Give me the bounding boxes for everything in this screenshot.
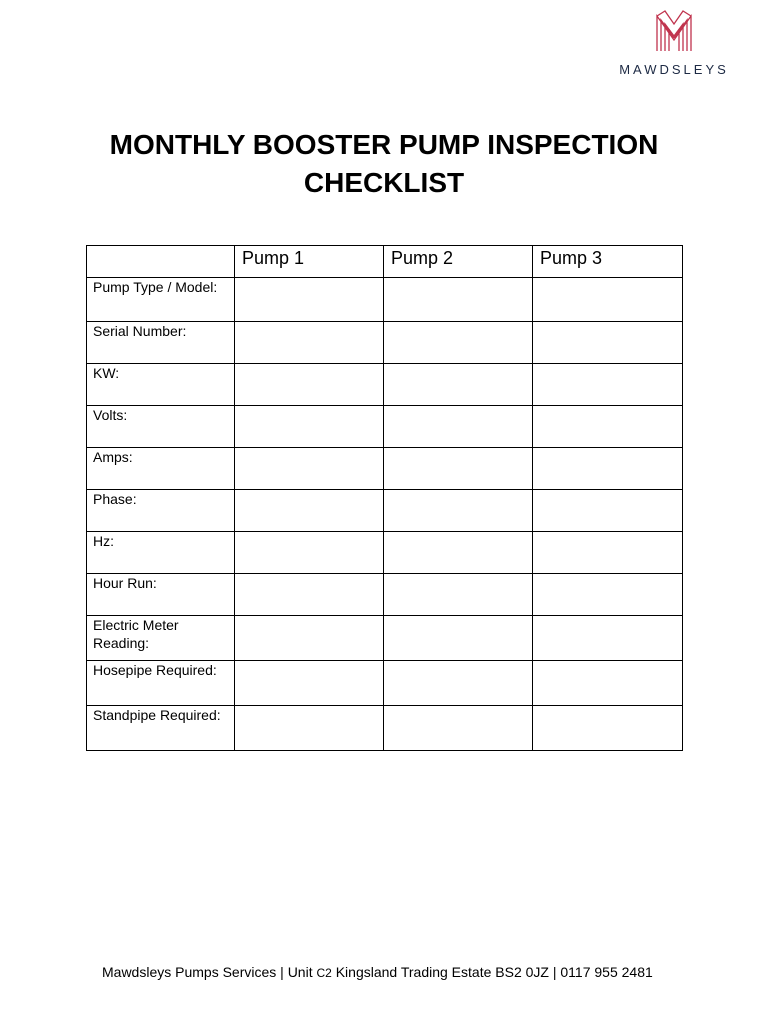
footer-unit: C2 [316,966,332,980]
brand-name: MAWDSLEYS [619,62,729,77]
mawdsleys-m-logo-icon [655,10,693,52]
table-header-row [87,246,683,278]
footer-contact [102,964,653,980]
table-row [87,406,683,448]
cell-pump-2[interactable] [384,364,533,406]
table-row [87,322,683,364]
cell-pump-2[interactable] [384,448,533,490]
page-title: MONTHLY BOOSTER PUMP INSPECTION CHECKLIST [109,129,659,198]
table-row [87,278,683,322]
cell-pump-3[interactable] [533,574,683,616]
row-label-volts: Volts: [87,406,235,448]
cell-pump-3[interactable] [533,490,683,532]
header-pump-3: Pump 3 [533,246,683,278]
cell-pump-2[interactable] [384,490,533,532]
table-row [87,448,683,490]
table-row [87,532,683,574]
table-row [87,616,683,661]
row-label-serial-number: Serial Number: [87,322,235,364]
footer-company: Mawdsleys Pumps Services | Unit [102,964,317,980]
footer-phone: 0117 955 2481 [560,964,653,980]
cell-pump-3[interactable] [533,278,683,322]
table-row [87,661,683,706]
cell-pump-1[interactable] [235,616,384,661]
cell-pump-1[interactable] [235,706,384,751]
table-row [87,364,683,406]
cell-pump-3[interactable] [533,448,683,490]
cell-pump-1[interactable] [235,278,384,322]
company-logo [604,10,744,77]
table-row [87,574,683,616]
cell-pump-2[interactable] [384,532,533,574]
cell-pump-1[interactable] [235,490,384,532]
cell-pump-2[interactable] [384,706,533,751]
cell-pump-1[interactable] [235,574,384,616]
cell-pump-3[interactable] [533,616,683,661]
row-label-pump-type: Pump Type / Model: [87,278,235,322]
table-row [87,706,683,751]
row-label-hz: Hz: [87,532,235,574]
cell-pump-3[interactable] [533,706,683,751]
header-pump-1: Pump 1 [235,246,384,278]
row-label-hour-run: Hour Run: [87,574,235,616]
header-empty [87,246,235,278]
cell-pump-3[interactable] [533,661,683,706]
cell-pump-1[interactable] [235,322,384,364]
cell-pump-1[interactable] [235,406,384,448]
cell-pump-2[interactable] [384,406,533,448]
footer-address: Kingsland Trading Estate BS2 0JZ | [331,964,561,980]
table-row [87,490,683,532]
cell-pump-1[interactable] [235,448,384,490]
row-label-amps: Amps: [87,448,235,490]
cell-pump-2[interactable] [384,322,533,364]
cell-pump-2[interactable] [384,574,533,616]
header-pump-2: Pump 2 [384,246,533,278]
cell-pump-3[interactable] [533,532,683,574]
cell-pump-3[interactable] [533,406,683,448]
row-label-standpipe-required: Standpipe Required: [87,706,235,751]
cell-pump-3[interactable] [533,322,683,364]
cell-pump-1[interactable] [235,364,384,406]
row-label-phase: Phase: [87,490,235,532]
row-label-electric-meter-reading: Electric Meter Reading: [87,616,235,661]
inspection-table [86,245,683,751]
cell-pump-1[interactable] [235,532,384,574]
cell-pump-2[interactable] [384,661,533,706]
row-label-kw: KW: [87,364,235,406]
row-label-hosepipe-required: Hosepipe Required: [87,661,235,706]
cell-pump-2[interactable] [384,616,533,661]
cell-pump-1[interactable] [235,661,384,706]
cell-pump-2[interactable] [384,278,533,322]
cell-pump-3[interactable] [533,364,683,406]
